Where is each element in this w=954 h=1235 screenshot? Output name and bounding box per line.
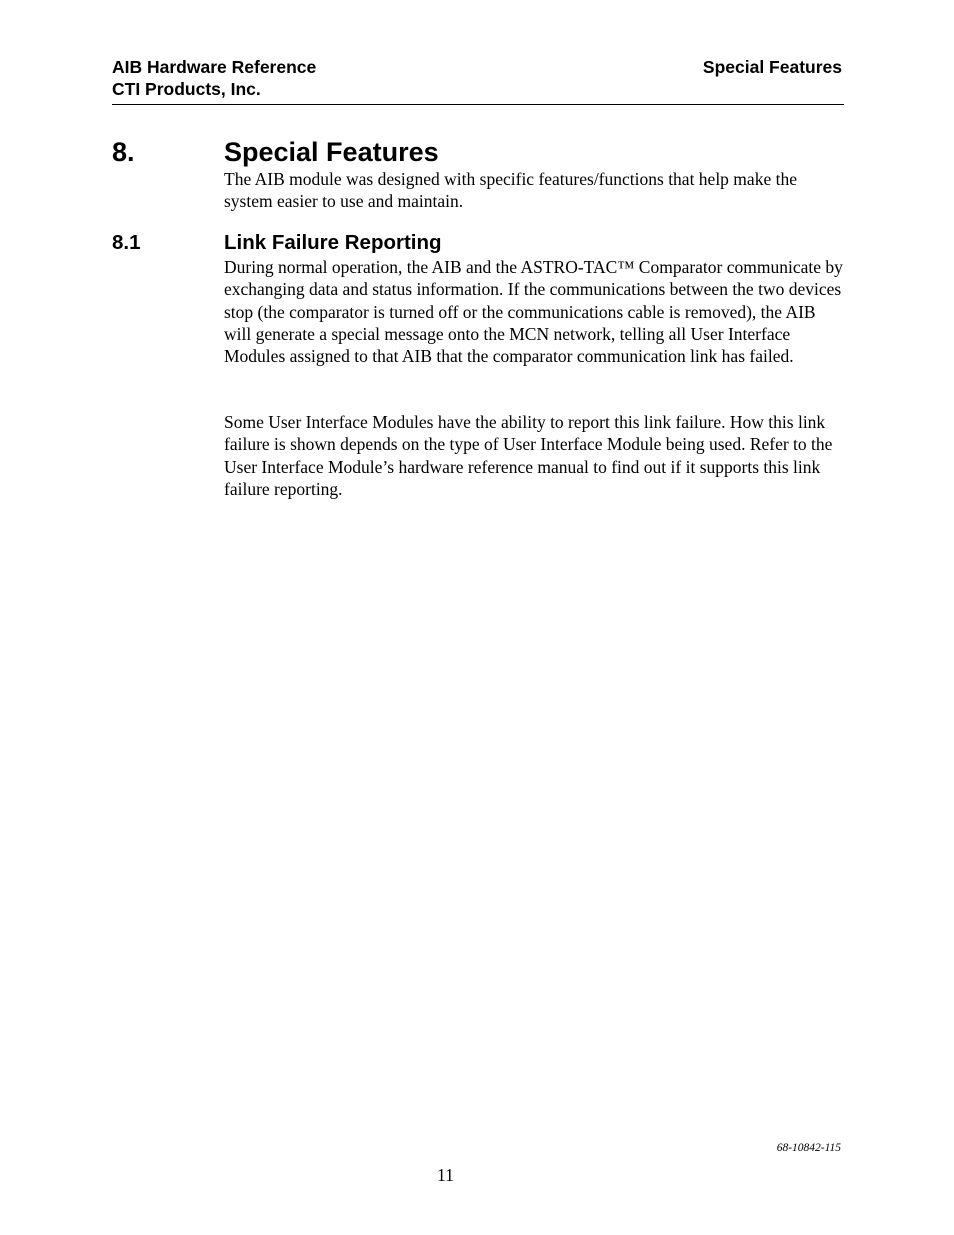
subsection-number: 8.1 — [112, 231, 141, 254]
header-left — [112, 56, 316, 100]
document-number: 68-10842-115 — [776, 1142, 841, 1154]
page-number: 11 — [437, 1165, 454, 1185]
section-number: 8. — [112, 137, 135, 167]
header-section-title: Special Features — [702, 57, 842, 77]
section-paragraph: The AIB module was designed with specific features/functions that help make the system easier to use and maintain. — [224, 169, 797, 212]
subsection-title: Link Failure Reporting — [224, 231, 442, 254]
subsection-paragraph: During normal operation, the AIB and the ASTRO-TAC™ Comparator communicate by exchanging data and status information. If the communications between the two devices stop (the comparator is turned off or the communications cable is removed), the AIB will generate a special message onto the MCN network, telling all User Interface Modules assigned to that AIB that the comparator communication link has failed. — [224, 257, 843, 367]
document-title: AIB Hardware Reference — [112, 57, 317, 77]
company-name: CTI Products, Inc. — [112, 79, 261, 99]
subsection-paragraph: Some User Interface Modules have the ability to report this link failure. How this link failure is shown depends on the type of User Interface Module being used. Refer to the User Interface Module’s hardware reference manual to find out if it supports this link failure reporting. — [224, 412, 833, 499]
section-title: Special Features — [224, 137, 439, 167]
page-header — [112, 56, 844, 105]
